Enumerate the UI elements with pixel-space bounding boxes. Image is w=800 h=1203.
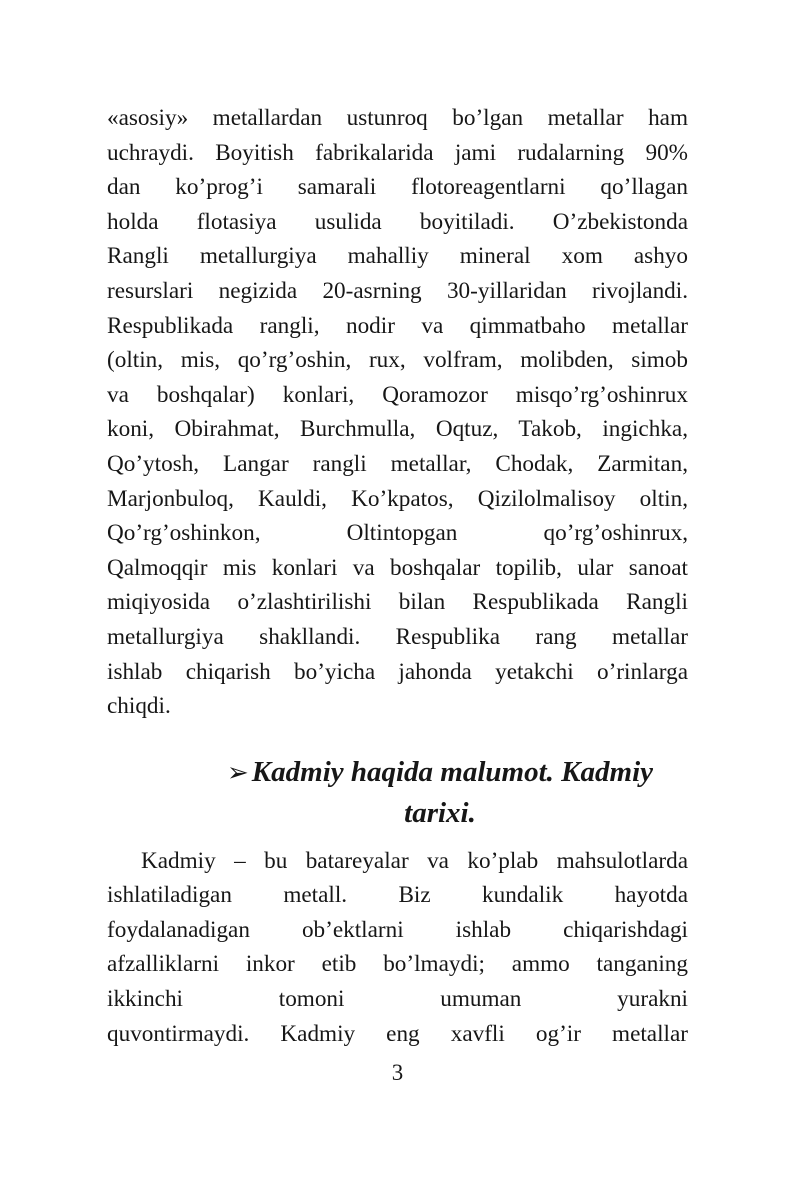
- text-line: koni, Obirahmat, Burchmulla, Oqtuz, Takob, ingichka,: [107, 416, 688, 443]
- heading-line-1: [192, 752, 688, 793]
- text-line: ishlatiladigan metall. Biz kundalik hayotda: [107, 882, 688, 909]
- heading-text: Kadmiy haqida malumot. Kadmiy: [251, 755, 653, 788]
- text-line: Marjonbuloq, Kauldi, Ko’kpatos, Qizilolmalisoy oltin,: [107, 485, 688, 512]
- text-line: Kadmiy – bu batareyalar va ko’plab mahsulotlarda: [141, 847, 688, 874]
- text-line: resurslari negizida 20-asrning 30-yillaridan rivojlandi.: [107, 277, 688, 304]
- text-line: ikkinchi tomoni umuman yurakni: [107, 986, 688, 1013]
- text-line: (oltin, mis, qo’rg’oshin, rux, volfram, molibden, simob: [107, 347, 688, 374]
- text-line: va boshqalar) konlari, Qoramozor misqo’rg’oshinrux: [107, 381, 688, 408]
- page-number: 3: [391, 1060, 404, 1086]
- text-line: dan ko’prog’i samarali flotoreagentlarni qo’llagan: [107, 174, 688, 201]
- section-heading: [192, 752, 688, 833]
- text-line: holda flotasiya usulida boyitiladi. O’zbekistonda: [107, 208, 688, 235]
- body-paragraph-1: [107, 101, 688, 724]
- arrow-bullet-icon: ➢: [227, 757, 249, 787]
- text-line: uchraydi. Boyitish fabrikalarida jami rudalarning 90%: [107, 139, 688, 166]
- body-paragraph-2: [107, 844, 688, 1052]
- text-line: quvontirmaydi. Kadmiy eng xavfli og’ir metallar: [107, 1020, 688, 1047]
- text-line: Rangli metallurgiya mahalliy mineral xom ashyo: [107, 243, 688, 270]
- text-line: afzalliklarni inkor etib bo’lmaydi; ammo tanganing: [107, 951, 688, 978]
- text-line: chiqdi.: [107, 693, 171, 720]
- text-line: metallurgiya shakllandi. Respublika rang metallar: [107, 623, 688, 650]
- text-line: Qo’ytosh, Langar rangli metallar, Chodak, Zarmitan,: [107, 450, 688, 477]
- text-line: foydalanadigan ob’ektlarni ishlab chiqarishdagi: [107, 916, 688, 943]
- text-line: Respublikada rangli, nodir va qimmatbaho metallar: [107, 312, 688, 339]
- text-line: «asosiy» metallardan ustunroq bo’lgan metallar ham: [107, 105, 688, 131]
- text-line: miqiyosida o’zlashtirilishi bilan Respublikada Rangli: [107, 589, 688, 616]
- text-line: Qo’rg’oshinkon, Oltintopgan qo’rg’oshinrux,: [107, 520, 688, 547]
- text-line: ishlab chiqarish bo’yicha jahonda yetakchi o’rinlarga: [107, 658, 688, 685]
- heading-line-2: tarixi.: [404, 796, 476, 829]
- text-line: Qalmoqqir mis konlari va boshqalar topilib, ular sanoat: [107, 554, 688, 581]
